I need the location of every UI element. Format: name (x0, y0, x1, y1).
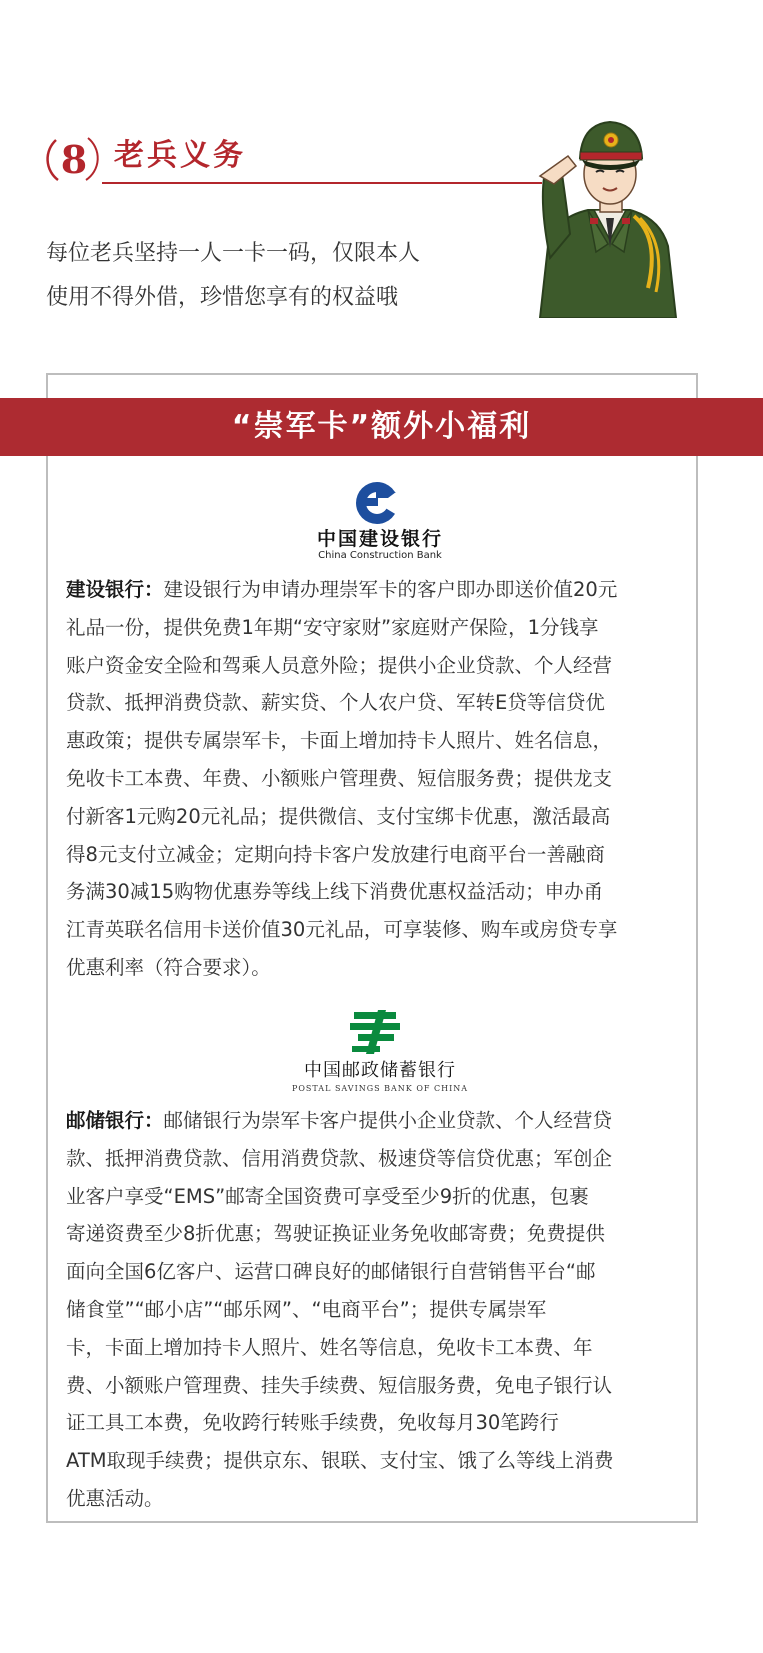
text-line: 账户资金安全险和驾乘人员意外险；提供小企业贷款、个人经营 (66, 653, 613, 677)
intro-line: 使用不得外借，珍惜您享有的权益哦 (46, 285, 399, 310)
text-line: 卡，卡面上增加持卡人照片、姓名等信息，免收卡工本费、年 (66, 1335, 593, 1359)
text-line: 费、小额账户管理费、挂失手续费、短信服务费，免电子银行认 (66, 1373, 613, 1397)
text-line: 业客户享受“EMS”邮寄全国资费可享受至少9折的优惠，包裹 (66, 1184, 589, 1208)
text-line: 优惠利率（符合要求）。 (66, 955, 271, 979)
psbc-logo (285, 1008, 475, 1096)
banner-title: “崇军卡”额外小福利 (231, 409, 532, 444)
ccb-lead: 建设银行： (66, 578, 164, 601)
text-line: 证工具工本费，免收跨行转账手续费，免收每月30笔跨行 (66, 1411, 559, 1435)
welfare-banner (0, 398, 763, 456)
text-line: 优惠活动。 (66, 1486, 164, 1510)
psbc-logo-name-en: POSTAL SAVINGS BANK OF CHINA (291, 1084, 469, 1093)
psbc-logo-icon (348, 1008, 402, 1056)
text-line: 惠政策；提供专属崇军卡，卡面上增加持卡人照片、姓名信息， (66, 729, 613, 753)
intro-text (46, 232, 506, 320)
psbc-logo-name: 中国邮政储蓄银行 (304, 1060, 456, 1081)
text-line: 江青英联名信用卡送价值30元礼品，可享装修、购车或房贷专享 (66, 918, 618, 942)
text-line: 免收卡工本费、年费、小额账户管理费、短信服务费；提供龙支 (66, 766, 613, 790)
text-line: 面向全国6亿客户、运营口碑良好的邮储银行自营销售平台“邮 (66, 1260, 596, 1284)
text-line: ATM取现手续费；提供京东、银联、支付宝、饿了么等线上消费 (66, 1449, 614, 1473)
psbc-lead: 邮储银行： (66, 1109, 164, 1132)
text-line: 款、抵押消费贷款、信用消费贷款、极速贷等信贷优惠；军创企 (66, 1146, 613, 1170)
text-line: 务满30减15购物优惠券等线上线下消费优惠权益活动；申办甬 (66, 880, 604, 904)
title-underline (102, 182, 542, 184)
ccb-benefits (66, 571, 686, 987)
saluting-soldier-illustration (510, 118, 700, 318)
intro-line: 每位老兵坚持一人一卡一码，仅限本人 (46, 241, 421, 266)
section-header (46, 132, 496, 192)
text-line: 建设银行：建设银行为申请办理崇军卡的客户即办即送价值20元 (66, 578, 618, 601)
section-title: 老兵义务 (114, 138, 246, 173)
text-line: 储食堂”“邮小店”“邮乐网”、“电商平台”；提供专属崇军 (66, 1297, 547, 1321)
ccb-logo-name: 中国建设银行 (316, 528, 443, 550)
ccb-logo-icon (352, 480, 402, 526)
text-line: 得8元支付立减金；定期向持卡客户发放建行电商平台一善融商 (66, 842, 605, 866)
text-line: 贷款、抵押消费贷款、薪实贷、个人农户贷、军转E贷等信贷优 (66, 691, 605, 715)
text-line: 邮储银行：邮储银行为崇军卡客户提供小企业贷款、个人经营贷 (66, 1109, 613, 1132)
text-line: 礼品一份，提供免费1年期“安守家财”家庭财产保险，1分钱享 (66, 615, 599, 639)
psbc-benefits (66, 1102, 686, 1518)
ccb-logo-name-en: China Construction Bank (318, 550, 442, 561)
text-line: 付新客1元购20元礼品；提供微信、支付宝绑卡优惠，激活最高 (66, 804, 611, 828)
text-line: 寄递资费至少8折优惠；驾驶证换证业务免收邮寄费；免费提供 (66, 1222, 605, 1246)
ccb-logo (300, 480, 460, 562)
section-number: 8 (60, 137, 88, 182)
